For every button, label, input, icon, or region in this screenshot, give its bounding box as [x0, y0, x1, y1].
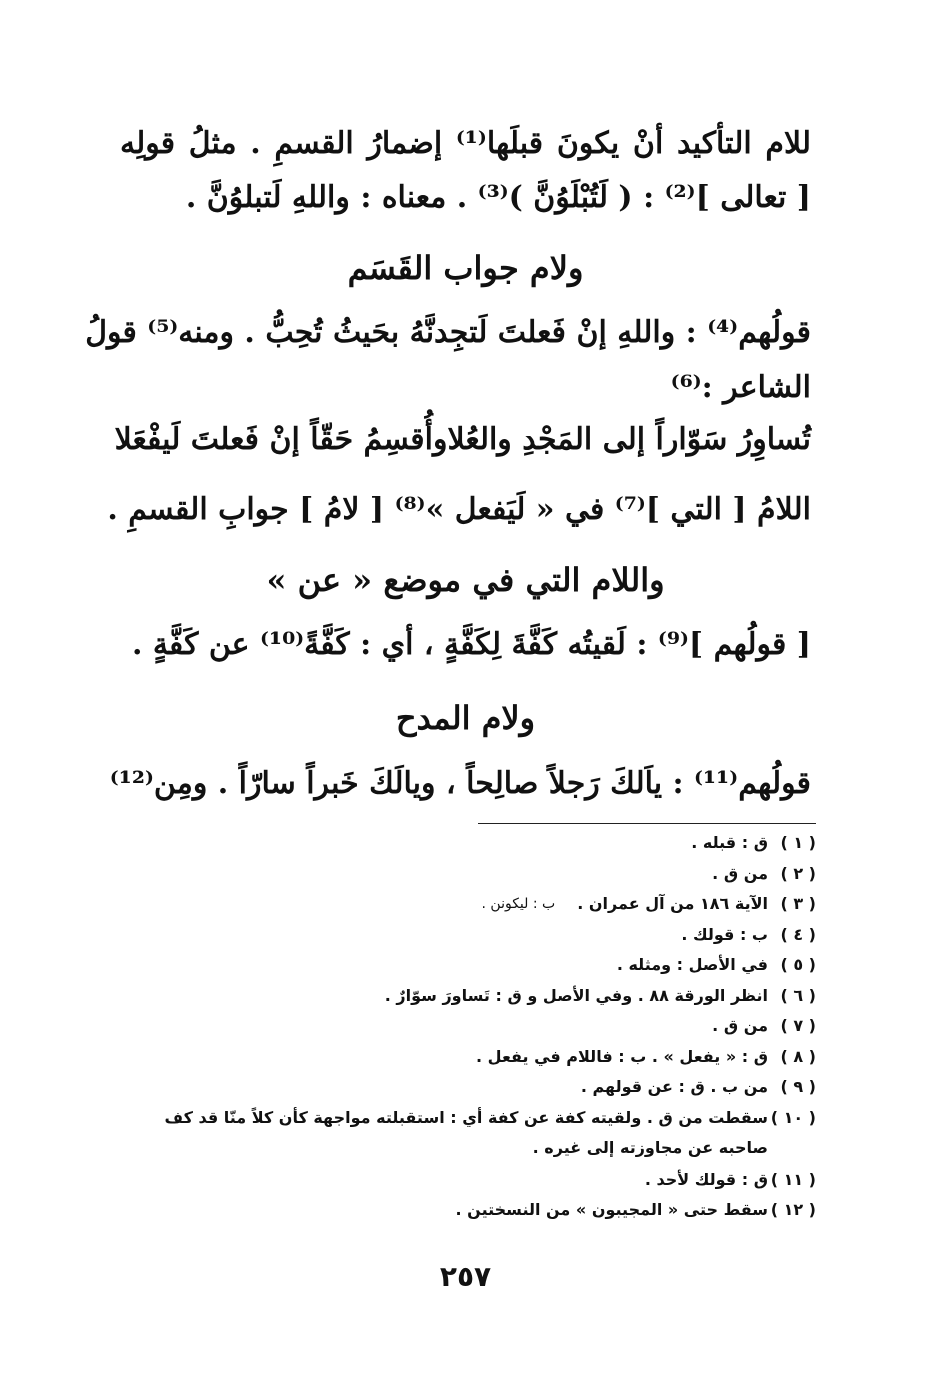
footnote-item	[110, 1011, 816, 1042]
footnote-number: ( ١ )	[780, 833, 816, 852]
footnote-item	[110, 1165, 816, 1196]
footnote-number: ( ٩ )	[780, 1077, 816, 1096]
verse-second-hemistich: وأُقسِمُ حَقّاً إنْ فَعلتَ لَيفْعَلا	[114, 422, 448, 457]
footnote-number: ( ١١ )	[770, 1169, 816, 1189]
footnote-number: ( ٦ )	[780, 985, 816, 1005]
body-line-7: قولُهم⁽¹¹⁾ : ياَلكَ رَجلاً صالِحاً ، ويالَكَ خَبراً سارّاً . ومِن⁽¹²⁾	[109, 766, 811, 801]
footnote-text: ق : « يفعل » . ب : فاللام في يفعل .	[476, 1046, 768, 1066]
footnote-divider	[478, 823, 816, 824]
body-line-2: [ تعالى ]⁽²⁾ : ( لَتُبْلَوُنَّ )⁽³⁾ . معناه : واللهِ لَتبلوُنَّ .	[185, 180, 811, 215]
footnote-text: الآية ١٨٦ من آل عمران .	[577, 894, 768, 913]
body-line-3: قولُهم⁽⁴⁾ : واللهِ إنْ فَعلتَ لَتجِدنَّهُ بحَيثُ تُحِبُّ . ومنه⁽⁵⁾ قولُ	[85, 315, 811, 350]
footnote-text: ب : قولك .	[681, 924, 768, 944]
body-line-1: للام التأكيد أنْ يكونَ قبلَها⁽¹⁾ إضمارُ القسمِ . مثلُ قولِه	[120, 126, 811, 161]
page-number: ٢٥٧	[439, 1260, 492, 1293]
section-heading-an-position: واللام التي في موضع « عن »	[266, 561, 665, 599]
footnote-text: انظر الورقة ٨٨ . وفي الأصل و ق : تَساورَ سوّارٌ .	[384, 985, 768, 1005]
footnote-number: ( ٥ )	[780, 955, 816, 974]
footnote-number: ( ١٢ )	[770, 1200, 816, 1219]
verse-first-hemistich: تُساوِرُ سَوّاراً إلى المَجْدِ والعُلا	[447, 422, 811, 457]
footnote-number: ( ٨ )	[780, 1046, 816, 1066]
body-line-5: اللامُ [ التي ]⁽⁷⁾ في « لَيَفعل »⁽⁸⁾ [ لامُ ] جوابِ القسمِ .	[107, 492, 811, 527]
footnote-item	[110, 950, 816, 981]
body-line-4: الشاعر :⁽⁶⁾	[670, 370, 811, 405]
poetry-verse	[114, 420, 811, 460]
footnote-number: ( ١٠ )	[770, 1107, 816, 1127]
footnote-number: ( ٤ )	[780, 924, 816, 944]
footnote-text: من ق .	[712, 1016, 768, 1035]
footnote-number: ( ٣ )	[780, 894, 816, 913]
footnote-variant-note: ب : ليكونن .	[481, 896, 556, 912]
footnote-text: من ق .	[712, 863, 768, 883]
body-line-6: [ قولُهم ]⁽⁹⁾ : لَقيتُه كَفَّةَ لِكَفَّةٍ ، أي : كَفَّةً⁽¹⁰⁾ عن كَفَّةٍ .	[131, 627, 811, 662]
footnote-text: سقط حتى « المجيبون » من النسختين .	[455, 1200, 768, 1219]
footnote-item	[110, 1103, 816, 1165]
footnotes	[110, 828, 816, 1226]
footnote-text: في الأصل : ومثله .	[616, 955, 768, 974]
footnote-text: من ب . ق : عن قولهم .	[580, 1077, 768, 1096]
section-heading-praise: ولام المدح	[395, 699, 536, 737]
footnote-text: سقطت من ق . ولقيته كفة عن كفة أي : استقبلته مواجهة كأن كلاً منّا قد كف صاحبه عن مجاوزته إلى غيره .	[164, 1107, 768, 1157]
footnote-item	[110, 859, 816, 890]
footnote-item	[110, 981, 816, 1012]
footnote-text: ق : قولك لأحد .	[644, 1169, 768, 1189]
footnote-text: ق : قبله .	[691, 833, 768, 852]
footnote-number: ( ٧ )	[780, 1016, 816, 1035]
footnote-item	[110, 920, 816, 951]
footnote-item	[110, 828, 816, 859]
footnote-item	[110, 1042, 816, 1073]
footnote-item	[110, 889, 816, 920]
footnote-item	[110, 1195, 816, 1226]
footnote-item	[110, 1072, 816, 1103]
footnote-number: ( ٢ )	[780, 863, 816, 883]
section-heading-oath-answer: ولام جواب القَسَم	[347, 249, 584, 287]
